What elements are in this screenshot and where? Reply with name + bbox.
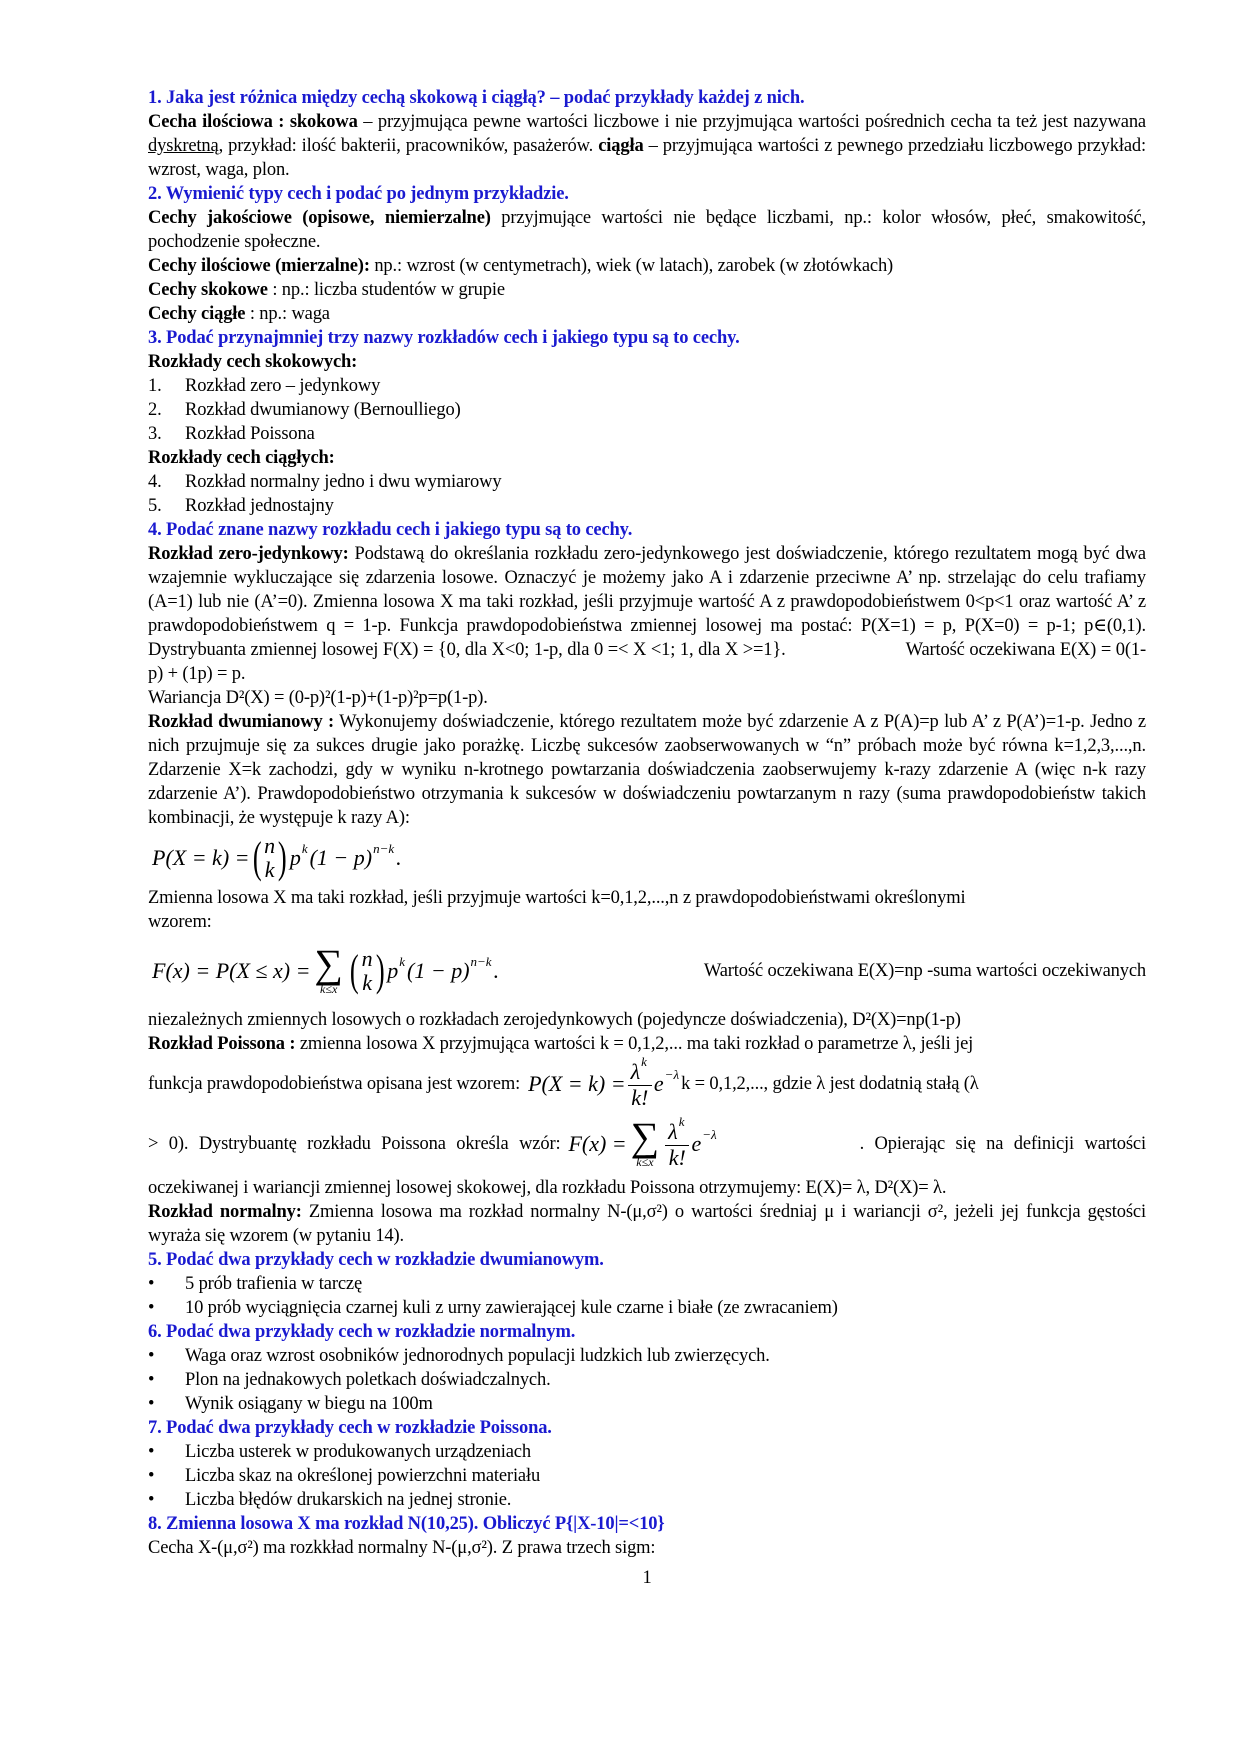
list-text: Rozkład zero – jedynkowy (185, 376, 381, 396)
formula-tail (387, 954, 500, 983)
list-text: 5 prób trafienia w tarczę (185, 1274, 363, 1294)
list-item (148, 494, 1146, 518)
bold-term: Cechy ciągłe (148, 304, 246, 324)
text: np.: wzrost (w centymetrach), wiek (w latach), zarobek (w złotówkach) (369, 256, 894, 276)
binomial-cdf-row (152, 936, 1146, 1006)
text: k = 0,1,2,..., gdzie λ jest dodatnią stałą (λ (681, 1074, 979, 1094)
formula-term: e (653, 1071, 664, 1096)
fraction (628, 1053, 652, 1110)
zero-one-distribution (148, 542, 1146, 686)
list-item (148, 398, 1146, 422)
text: : np.: liczba studentów w grupie (267, 280, 505, 300)
formula-end: . (493, 958, 500, 983)
text: Zmienna losowa ma rozkład normalny N-(μ,σ²) o wartości średniaj μ i wariancji σ², jeżeli jej funkcja gęstości wyraża się wzorem (w pytaniu 14). (148, 1202, 1146, 1246)
text: Podstawą do określania rozkładu zero-jedynkowego jest doświadczenie, którego rezultatem mogą być dwa wzajemnie wykluczające się zdarzenia losowe. Oznaczyć je możemy jako A i zdarzenie przeciwne A’ np. strzelając do celu trafiamy (A=1) lub nie (A’=0). Zmienna losowa X ma taki rozkład, jeśli przyjmuje wartość A z prawdopodobieństwem 0<p<1 oraz wartość A’ z prawdopodobieństwem q = 1-p. Funkcja prawdopodobieństwa zmiennej losowej ma postać: P(X=1) = p, P(X=0) = p-1; p∈(0,1). Dystrybuanta zmiennej losowej F(X) = {0, dla X<0; 1-p, dla 0 =< X <1; 1, dla X >=1}. (148, 544, 1146, 660)
list-text: 10 prób wyciągnięcia czarnej kuli z urny zawierającej kule czarne i białe (ze zwracaniem) (185, 1298, 838, 1318)
answer-2-item (148, 206, 1146, 254)
numerator: λ (630, 1058, 641, 1084)
text: – przyjmująca wartości z pewnego przedziału liczbowego przykład: wzrost, waga, plon. (148, 136, 1146, 180)
bold-term: Cecha ilościowa : skokowa (148, 112, 358, 132)
bullet-icon: • (148, 1466, 155, 1486)
sum-subscript: k≤x (636, 1155, 654, 1169)
sigma: ∑ (630, 1114, 660, 1159)
list-text: Liczba skaz na określonej powierzchni materiału (185, 1466, 541, 1486)
exponent: n−k (470, 954, 492, 969)
binomial-coefficient: ( n k ) (252, 833, 287, 882)
answer-2-item (148, 254, 1146, 278)
exponent: −λ (702, 1127, 717, 1142)
list-text: Plon na jednakowych poletkach doświadczalnych. (185, 1370, 551, 1390)
text: oczekiwanej i wariancji zmiennej losowej skokowej, dla rozkładu Poissona otrzymujemy: E(X)= λ, D²(X)= λ. (148, 1178, 947, 1198)
bullet-icon: • (148, 1346, 155, 1366)
bullet-icon: • (148, 1490, 155, 1510)
poisson-pmf-row (148, 1053, 1146, 1112)
text: Zmienna losowa X ma taki rozkład, jeśli przyjmuje wartości k=0,1,2,...,n z prawdopodobieństwami określonymi wzorem: (148, 888, 966, 932)
formula-lhs: P(X = k) = (528, 1071, 626, 1096)
list-item (148, 374, 1146, 398)
formula-term: (1 − p) (309, 845, 373, 870)
bullet-item (148, 1344, 1146, 1368)
list-text: Rozkład normalny jedno i dwu wymiarowy (185, 472, 502, 492)
poisson-pmf-formula (528, 1053, 681, 1110)
list-number: 2. (148, 400, 162, 420)
binom-top: n (361, 946, 373, 971)
binomial-distribution (148, 710, 1146, 830)
bullet-item (148, 1440, 1146, 1464)
formula-term: p (289, 845, 301, 870)
answer-2-item (148, 278, 1146, 302)
answer-1 (148, 110, 1146, 182)
list-item (148, 470, 1146, 494)
text: : np.: waga (245, 304, 330, 324)
document-page (148, 86, 1146, 1590)
list-number: 3. (148, 424, 162, 444)
binom-top: n (264, 833, 276, 858)
underlined-term: dyskretną (148, 136, 219, 156)
formula-lhs: P(X = k) = (152, 845, 250, 870)
bullet-icon: • (148, 1298, 155, 1318)
bullet-item (148, 1368, 1146, 1392)
question-1-heading: 1. Jaka jest różnica między cechą skokową i ciągłą? – podać przykłady każdej z nich. (148, 88, 805, 108)
subheading: Rozkłady cech ciągłych: (148, 448, 335, 468)
sigma: ∑ (314, 941, 343, 986)
list-text: Rozkład jednostajny (185, 496, 334, 516)
bullet-item (148, 1464, 1146, 1488)
bold-term: Rozkład zero-jedynkowy: (148, 544, 349, 564)
sum-symbol (314, 941, 343, 996)
bullet-item (148, 1392, 1146, 1416)
binom-bottom: k (362, 970, 372, 995)
poisson-cdf-formula (568, 1113, 718, 1170)
bullet-item (148, 1488, 1146, 1512)
question-5-heading: 5. Podać dwa przykłady cech w rozkładzie dwumianowym. (148, 1250, 604, 1270)
text: Wartość oczekiwana E(X)=np -suma wartości oczekiwanych (703, 961, 1146, 981)
list-text: Liczba błędów drukarskich na jednej stronie. (185, 1490, 512, 1510)
text: > 0). Dystrybuantę rozkładu Poissona określa wzór: (148, 1134, 561, 1154)
question-7-heading: 7. Podać dwa przykłady cech w rozkładzie Poissona. (148, 1418, 552, 1438)
exponent: n−k (373, 841, 395, 856)
sum-subscript: k≤x (320, 982, 338, 996)
answer-2-item (148, 302, 1146, 326)
bullet-item (148, 1296, 1146, 1320)
list-item (148, 422, 1146, 446)
bullet-item (148, 1272, 1146, 1296)
exponent: k (678, 1113, 685, 1129)
text: , przykład: ilość bakterii, pracowników, pasażerów. (218, 136, 599, 156)
binomial-coefficient: ( n k ) (349, 946, 385, 995)
bold-term: Rozkład normalny: (148, 1202, 302, 1222)
list-number: 5. (148, 496, 162, 516)
normal-distribution (148, 1200, 1146, 1248)
exponent: k (641, 1053, 647, 1069)
text: . Opierając się na definicji wartości (859, 1134, 1146, 1154)
list-text: Wynik osiągany w biegu na 100m (185, 1394, 433, 1414)
exponent: −λ (664, 1067, 680, 1082)
text: Cecha X-(μ,σ²) ma rozkkład normalny N-(μ,σ²). Z prawa trzech sigm: (148, 1538, 656, 1558)
subheading: Rozkłady cech skokowych: (148, 352, 358, 372)
list-text: Liczba usterek w produkowanych urządzeniach (185, 1442, 531, 1462)
formula-tail (653, 1067, 681, 1096)
list-text: Rozkład dwumianowy (Bernoulliego) (185, 400, 461, 420)
bold-term: ciągła (598, 136, 644, 156)
bullet-icon: • (148, 1394, 155, 1414)
text: Wykonujemy doświadczenie, którego rezultatem może być zdarzenie A z P(A)=p lub A’ z P(A’)=1-p. Jedno z nich przujmuje się za sukces drugie jako porażkę. Liczbę sukcesów zaobserwowanych w “n” próbach może być równa k=1,2,3,...,n. Zdarzenie X=k zachodzi, gdy w wyniku n-krotnego powtarzania doświadczenia zaobserwujemy k-razy zdarzenie A (więc n-k razy zdarzenie A’). Prawdopodobieństwo otrzymania k sukcesów w doświadczeniu powtarzanym n razy (suma prawdopodobieństw takich kombinacji, że występuje k razy A): (148, 712, 1146, 828)
formula-term: p (387, 958, 399, 983)
formula-term: e (691, 1131, 702, 1156)
binomial-cdf-formula (152, 941, 500, 996)
question-4-heading: 4. Podać znane nazwy rozkładu cech i jakiego typu są to cechy. (148, 520, 633, 540)
variance-line: Wariancja D²(X) = (0-p)²(1-p)+(1-p)²p=p(1-p). (148, 688, 488, 708)
denominator: k! (631, 1084, 649, 1110)
formula-tail (691, 1127, 718, 1156)
text: funkcja prawdopodobieństwa opisana jest wzorem: (148, 1074, 521, 1094)
question-6-heading: 6. Podać dwa przykłady cech w rozkładzie normalnym. (148, 1322, 576, 1342)
formula-lhs: F(x) = (568, 1131, 627, 1156)
text: – przyjmująca pewne wartości liczbowe i nie przyjmująca wartości pośrednich cecha ta też jest nazywana (357, 112, 1146, 132)
formula-tail (289, 841, 402, 870)
bold-term: Cechy ilościowe (mierzalne): (148, 256, 370, 276)
text: Wartość oczekiwana E(X) = 0(1-p) + (1p) = p. (148, 640, 1147, 684)
bold-term: Rozkład Poissona : (148, 1034, 296, 1054)
denominator: k! (668, 1144, 686, 1170)
question-8-heading: 8. Zmienna losowa X ma rozkład N(10,25). Obliczyć P{|X-10|=<10} (148, 1514, 665, 1534)
question-2-heading: 2. Wymienić typy cech i podać po jednym przykładzie. (148, 184, 569, 204)
list-text: Rozkład Poissona (185, 424, 315, 444)
bullet-icon: • (148, 1274, 155, 1294)
formula-end: . (396, 845, 402, 870)
list-number: 4. (148, 472, 162, 492)
bullet-icon: • (148, 1370, 155, 1390)
bullet-icon: • (148, 1442, 155, 1462)
exponent: k (301, 841, 308, 856)
formula-lhs: F(x) = P(X ≤ x) = (152, 958, 311, 983)
sum-symbol (630, 1114, 660, 1169)
fraction (665, 1113, 689, 1170)
bold-term: Cechy jakościowe (opisowe, niemierzalne) (148, 208, 491, 228)
formula-term: (1 − p) (407, 958, 470, 983)
binom-bottom: k (264, 857, 275, 882)
list-number: 1. (148, 376, 162, 396)
bold-term: Rozkład dwumianowy : (148, 712, 334, 732)
text: przyjmujące wartości nie będące liczbami, np.: kolor włosów, płeć, smakowitość, pochodzenie społeczne. (148, 208, 1146, 252)
binomial-pmf-formula (152, 832, 1146, 884)
list-text: Waga oraz wzrost osobników jednorodnych populacji ludzkich lub zwierzęcych. (185, 1346, 770, 1366)
text: zmienna losowa X przyjmująca wartości k = 0,1,2,... ma taki rozkład o parametrze λ, jeśli jej (295, 1034, 974, 1054)
question-3-heading: 3. Podać przynajmniej trzy nazwy rozkładów cech i jakiego typu są to cechy. (148, 328, 740, 348)
poisson-distribution (148, 1032, 1146, 1056)
exponent: k (399, 954, 406, 969)
bold-term: Cechy skokowe (148, 280, 268, 300)
text: niezależnych zmiennych losowych o rozkładach zerojedynkowych (pojedyncze doświadczenia), D²(X)=np(1-p) (148, 1010, 961, 1030)
poisson-cdf-row (148, 1112, 1146, 1176)
numerator: λ (668, 1118, 678, 1144)
page-number: 1 (642, 1568, 652, 1588)
